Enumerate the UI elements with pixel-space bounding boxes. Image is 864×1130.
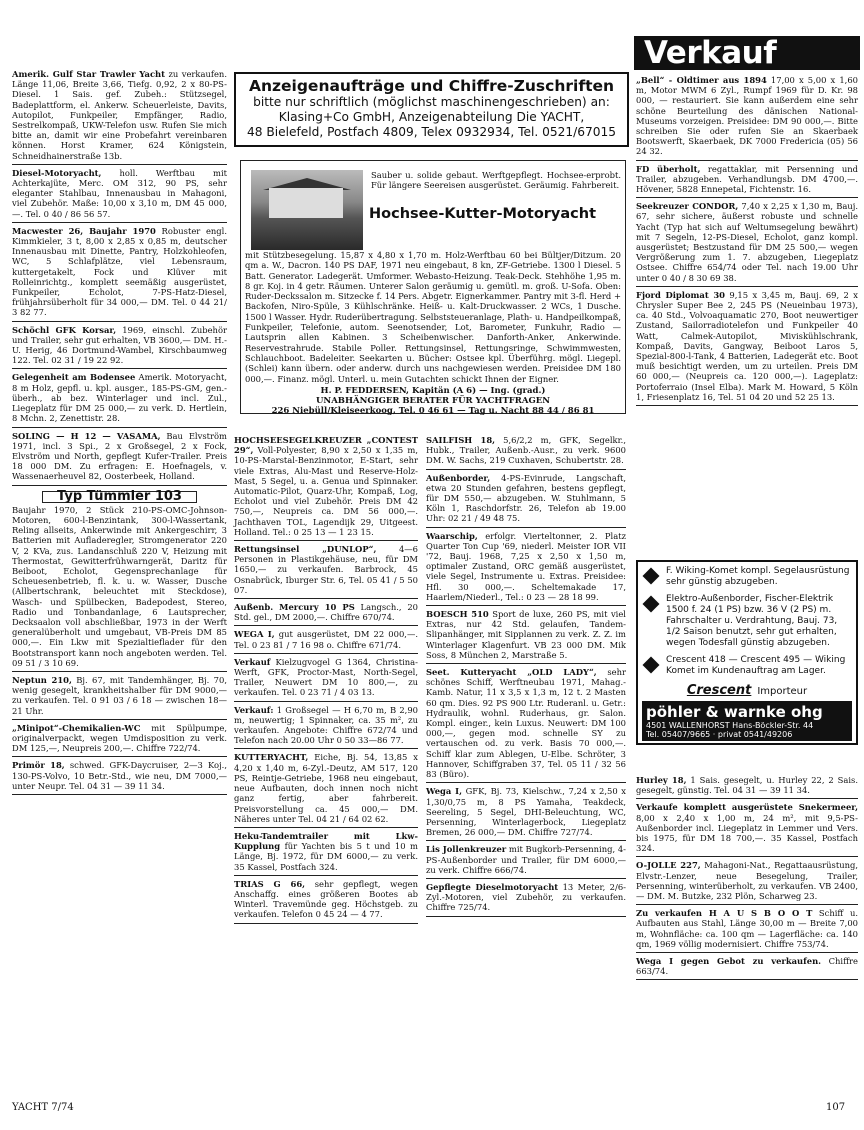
classified-ad <box>12 757 227 795</box>
feature-top <box>245 164 621 250</box>
ad-body: Sport de luxe, 260 PS, mit viel Extras, nur 42 Std. gelaufen, Tandem-Slipanhänger, mit Sipplannen zu verk. Z. Z. im Winterlager Klagenfurt. VB 23 000 DM. Mik Soss, 8 München 2, Marstraße 5. <box>426 609 626 660</box>
wiking-item <box>642 566 852 588</box>
ad-body: Bj. 67, mit Tandemhänger, Bj. 70, wenig gesegelt, krankheitshalber für DM 9000,— zu verkaufen. Tel. 0 91 03 / 6 18 — zwischen 18—21 Uhr. <box>12 674 227 716</box>
ad-headline: KUTTERYACHT, <box>234 752 309 763</box>
classified-ad <box>636 905 858 953</box>
classified-ad <box>234 876 418 924</box>
ad-body: sehr schönes Schiff, Werftneubau 1971, Mahag.-Kamb. Natur, 11 x 3,5 x 1,3 m, 12 t. 2 Masten 60 qm. Dies. 92 PS 900 Ltr. Ruderanl. u. Getr.: Hydraulik, wohnl. Ruderhaus, gr. Salon. Kompl. einger., kein Luxus. Neuwert: DM 100 000,—, gegen mod. schnelle SY zu vertauschen od. zu verk. Basis 70 000,—. Schiff klar zum Ablegen, U-Elbe. Schröter, 3 Hannover, Schiffgraben 37, Tel. 05 11 / 32 56 83 (Büro). <box>426 667 626 780</box>
ad-body: Amerik. Motoryacht, 8 m Holz, gepfl. u. kpl. ausger., 185-PS-GM, gen.-überh., ab bez. Winterlager und incl. Zul., Liegeplatz für DM 25 000,— zu verk. D. Hertlein, 8 Mchn. 2, Zenettistr. 28. <box>12 372 227 424</box>
classified-ad <box>636 287 858 406</box>
column-3 <box>426 432 626 917</box>
wiking-text: F. Wiking-Komet kompl. Segelausrüstung sehr günstig abzugeben. <box>666 566 850 587</box>
ad-headline: Fjord Diplomat 30 <box>636 289 726 300</box>
column-1 <box>12 66 227 795</box>
poehler-logo <box>642 701 852 741</box>
ad-boxed-title: Typ Tümmler 103 <box>42 491 197 503</box>
classified-ad <box>636 799 858 857</box>
ad-body: mit Bugkorb-Persenning, 4-PS-Außenborder und Trailer, für DM 6000,— zu verk. Chiffre 666/74. <box>426 844 626 875</box>
ad-headline: Lis Jollenkreuzer <box>426 844 507 855</box>
classified-ad <box>234 599 418 626</box>
ad-headline: BOESCH 510 <box>426 609 489 620</box>
classified-ad <box>234 541 418 599</box>
ad-headline: Rettungsinsel „DUNLOP“, <box>234 544 377 555</box>
ad-headline: SOLING — H 12 — VASAMA, <box>12 430 161 441</box>
ad-body: erfolgr. Vierteltonner, 2. Platz Quarter Ton Cup '69, niederl. Meister IOR VII '72, Bauj. 1968, 7,25 x 2,50 x 1,50 m, optimaler Zustand, ORC gemäß ausgerüstet, viele Segel, Instrumente u. Extras. Preisidee: Hfl. 30 000,—. Scheltemakade 17, Haarlem/Niederl., Tel.: 0 23 — 28 18 99. <box>426 530 626 602</box>
ad-body: 4-PS-Evinrude, Langschaft, etwa 20 Stunden gefahren, bestens gepflegt, für DM 550,— abzugeben. W. Stuhlmann, 5 Köln 1, Raschdorfstr. 26, Telefon ab 19.00 Uhr: 02 21 / 49 48 75. <box>426 472 626 524</box>
classified-ad <box>12 223 227 322</box>
ad-headline: Primör 18, <box>12 760 65 771</box>
classified-ad <box>12 720 227 758</box>
classified-ad <box>12 66 227 165</box>
ad-headline: Außenborder, <box>426 472 491 483</box>
importeur-label: Importeur <box>757 686 808 697</box>
ad-headline: Gepflegte Dieselmotoryacht <box>426 881 559 892</box>
wiking-item <box>642 655 852 677</box>
classified-ad <box>234 432 418 541</box>
ad-body: Mahagoni-Nat., Regattaausrüstung, Elvstr.-Lenzer, neue Besegelung, Trailer, Persenning, winterüberholt, zu verkaufen. VB 2400,— DM. M. Butzke, 232 Plön, Scharweg 23. <box>636 860 859 902</box>
ad-body: 9,15 x 3,45 m, Bauj. 69, 2 x Chrysler Super Bee 2, 245 PS (Neueinbau 1973), ca. 40 Std., Volvoaquamatic 270, Boot neuwertiger Zustand, Sailorradiotelefon und Funkpeiler 40 Watt, Calmek-Autopilot, Miviskühlschrank, Kompaß, Davits, Gangway, Beiboot Laros 5, Spezial-800-l-Tank, 4 Batterien, Ladegerät etc. Boot muß besichtigt werden, um zu urteilen. Preis DM 60 000,— (Neupreis ca. 120 000,—). Lageplatz: Portoferraio (Insel Elba). Mark M. Howard, 5 Köln 1, Friesenplatz 16, Tel. 51 04 20 und 52 25 13. <box>636 289 858 402</box>
feature-signature: H. P. FEDDERSEN, Kapitän (A 6) — Ing. (grad.) <box>320 385 546 396</box>
classified-ad <box>426 606 626 664</box>
ad-body: 5,6/2,2 m, GFK, Segelkr., Hubk., Trailer, Außenb.-Ausr., zu verk. 9600 DM. W. Sachs, 219 Cuxhaven, Schubertstr. 28. <box>426 435 626 466</box>
diamond-icon <box>643 568 660 585</box>
feature-intro: Sauber u. solide gebaut. Werftgepflegt. Hochsee-erprobt. Für längere Seereisen ausgerüstet. Geräumig. Fahrbereit. <box>371 170 621 191</box>
ad-headline: Diesel-Motoryacht, <box>12 167 102 178</box>
ad-headline: Außenb. Mercury 10 PS <box>234 602 355 613</box>
classified-ad <box>426 470 626 528</box>
classified-ad <box>426 664 626 783</box>
classified-ad <box>12 428 227 486</box>
ad-body: zu verkaufen. Länge 11,06, Breite 3,66, Tiefg. 0,92, 2 x 80-PS-Diesel. 1 Sais. gef. Zubeh.: Stützsegel, Badeplattform, el. Ankerw. Scheuerleiste, Davits, Autopilot, Funkpeiler, Empfänger, Radio, Sestrelkompaß, UKW-Telefon usw. Rufen Sie mich bitte an, damit wir eine Probefahrt vereinbaren können. Horst Kramer, 624 Königstein, Schneidhainerstraße 13b. <box>12 69 227 161</box>
ad-body: 1 Großsegel — H 6,70 m, B 2,90 m, neuwertig; 1 Spinnaker, ca. 35 m², zu verkaufen. Angebote: Chiffre 672/74 und Telefon nach 20.00 Uhr 0 50 33—86 77. <box>234 704 418 746</box>
ad-body: 8,00 x 2,40 x 1,00 m, 24 m², mit 9,5-PS-Außenborder incl. Liegeplatz in Lemmer und Vers. bis 1975, für DM 18 700,—. 35 Kassel, Postfach 324. <box>636 812 858 854</box>
classified-ad <box>234 626 418 653</box>
diamond-icon <box>643 596 660 613</box>
ad-orders-title: Anzeigenaufträge und Chiffre-Zuschriften <box>248 77 615 95</box>
crescent-logo: Crescent <box>686 683 752 698</box>
poehler-address: 4501 WALLENHORST Hans-Böckler-Str. 44 <box>646 721 814 730</box>
ad-body: 1969, einschl. Zubehör und Trailer, sehr gut erhalten, VB 3600,— DM. H.-U. Herig, 46 Dortmund-Wambel, Kirschbaumweg 122. Tel. 02 31 / 19 22 92. <box>12 324 227 366</box>
ad-body: 13 Meter, 2/6-Zyl.-Motoren, viel Zubehör, zu verkaufen. Chiffre 725/74. <box>426 881 626 913</box>
ad-body: Voll-Polyester, 8,90 x 2,50 x 1,35 m, 10-PS-Marstal-Benzinmotor, E-Start, sehr viele Extras, Alu-Mast und Reserve-Holz-Mast, 5 Segel, u. a. Genua und Spinnaker. Automatic-Pilot, Quarz-Uhr, Kompaß, Log, Echolot und viel Zubehör. Preis DM 42 750,—, Neupreis ca. DM 56 000,—. Jachthaven TOL, Lagendijk 29, Uitgeest. Holland. Tel.: 0 25 13 — 1 23 15. <box>234 445 418 537</box>
ad-body: Langsch., 20 Std. gel., DM 2000,—. Chiffre 670/74. <box>234 602 418 623</box>
classified-ad <box>426 432 626 470</box>
classified-ad <box>234 749 418 827</box>
feature-headline: Hochsee-Kutter-Motoryacht <box>369 206 597 222</box>
ad-body: schwed. GFK-Daycruiser, 2—3 Koj., 130-PS-Volvo, 10 Betr.-Std., wie neu, DM 7000,— unter Neupr. Tel. 04 31 — 39 11 34. <box>12 760 227 791</box>
footer-issue: YACHT 7/74 <box>12 1102 74 1113</box>
ad-body: Kielzugvogel G 1364, Christina-Werft, GFK, Proctor-Mast, North-Segel, Trailer, Neuwert DM 10 800,—, zu verkaufen. Tel. 0 23 71 / 4 03 13. <box>234 656 418 698</box>
ad-headline: O-JOLLE 227, <box>636 860 701 871</box>
ad-headline: Verkauf: <box>234 704 274 715</box>
ad-headline: SAILFISH 18, <box>426 435 496 445</box>
ad-headline: „Bell“ - Oldtimer aus 1894 <box>636 75 767 85</box>
classified-ad <box>12 322 227 370</box>
wiking-text: Elektro-Außenborder, Fischer-Elektrik 1500 f. 24 (1 PS) bzw. 36 V (2 PS) m. Fahrschalter u. Verdrahtung, Bauj. 73, 1/2 Saison benutzt, sehr gut erhalten, wegen Todesfall günstig abzugeben. <box>666 594 838 648</box>
diamond-icon <box>643 657 660 674</box>
crescent-line <box>642 683 852 698</box>
ad-orders-line: bitte nur schriftlich (möglichst maschinengeschrieben) an: <box>253 95 610 109</box>
ad-body: Bau Elvström 1971, incl. 3 Spi., 2 x Großsegel, 2 x Fock, Elvström und North, gepflegt Kufer-Trailer. Preis 18 000 DM. Zu erfragen: E. Hoefnagels, v. Wassenaerheuvel 82, Oosterbeek, Holland. <box>12 430 227 482</box>
wiking-text: Crescent 418 — Crescent 495 — Wiking Komet im Kundenauftrag am Lager. <box>666 655 846 676</box>
poehler-phone: Tel. 05407/9665 · privat 0541/49206 <box>646 730 793 739</box>
ad-body: gut ausgerüstet, DM 22 000,—. Tel. 0 23 81 / 7 16 98 o. Chiffre 671/74. <box>234 629 418 650</box>
ad-headline: Wega I, <box>426 786 462 797</box>
wiking-item <box>642 594 852 649</box>
classified-ad <box>636 198 858 287</box>
wiking-box <box>636 560 858 745</box>
feature-body: mit Stützbesegelung. 15,87 x 4,80 x 1,70 m. Holz-Werftbau 60 bei Bültjer/Ditzum. 20 qm a. W., Dacron. 140 PS DAF, 1971 neu eingebaut, 8 kn, ZF-Getriebe. 1300 l Diesel. 5 Batt. Generator. Ladegerät. Umformer. Webasto-Heizung. Teak-Deck. Stehhöhe 1,95 m. 8 gr. Koj. in 4 getr. Räumen. Unterer Salon geräumig u. gemütl. m. groß. U-Sofa. Oben: Ruder-Deckssalon m. Sitzecke f. 14 Pers. Abgetr. Eignerkammer. Pantry mit 3-fl. Herd + Backofen, Niro-Spüle, 3 Kühlschränke. Heiß- u. Kalt-Druckwasser. 2 WCs, 1 Dusche. 1500 l Wasser. Hydr. Ruderübertragung. Selbststeueranlage, Plath- u. Handpeilkompaß, Funkpeiler, Telefonie, autom. Seenotsender, Lot, Barometer, Funkuhr, Radio — Lautsprin allen Kabinen. 3 Scheibenwischer. Danforth-Anker, Ankerwinde. Reservestrahrude. Stabile Poller. Rettungsinsel, Rettungsringe, Schwimmwesten, Schlauchboot. Badeleiter. Seekarten u. Bücher: Ostsee kpl. Überführg. mögl. Liegepl. (Schlei) kann übern. oder anderw. durch uns nachgewiesen werden. Preisidee DM 180 000,—. Finanz. mögl. Unterl. u. mein Gutachten schickt Ihnen der Eigner. <box>245 250 621 384</box>
ad-headline: Waarschip, <box>426 530 478 541</box>
ad-headline: HOCHSEESEGELKREUZER „CONTEST 29“, <box>234 435 418 456</box>
ad-body: 17,00 x 5,00 x 1,60 m, Motor MWM 6 Zyl., Rumpf 1969 für D. Kr. 98 000, — restauriert. Sie kann außerdem eine sehr schöne Beurteilung des dänischen National-Museums vorzeigen. Preisidee: DM 90 000,—. Bitte schreiben Sie oder rufen Sie an Skaerbaek Bootswerft, Skaerbaek, DK 7000 Fredericia (05) 56 24 32. <box>636 75 859 157</box>
ad-body: 4—6 Personen in Plastikgehäuse, neu, für DM 1650,— zu verkaufen. Barbrock, 45 Osnabrück, Iburger Str. 6, Tel. 05 41 / 5 50 07. <box>234 544 418 595</box>
ad-headline: Amerik. Gulf Star Trawler Yacht <box>12 69 166 79</box>
wiking-ad <box>636 560 858 745</box>
ad-body: mit Spülpumpe, originalverpackt, wegen Umdisposition zu verk. DM 125,—, Neupreis 200,—. Chiffre 722/74. <box>12 722 227 754</box>
ad-body: regattaklar, mit Persenning und Trailer, abzugeben. Verhandlungsb. DM 4700,—. Hövener, 5828 Ennepetal, Fichtenstr. 16. <box>636 163 858 195</box>
ad-body: Chiffre 663/74. <box>636 956 858 977</box>
feature-signature: UNABHÄNGIGER BERATER FÜR YACHTFRAGEN <box>316 395 550 406</box>
ad-body: Baujahr 1970, 2 Stück 210-PS-OMC-Johnson-Motoren, 600-l-Benzintank, 300-l-Wassertank, Reling allseits, Ankerwinde mit Ankergeschirr, 3 Batterien mit Aufladeregler, Stromgenerator 220 V, 2 KVa, zus. Landanschluß 220 V, Heizung mit Thermostat, Gewitterfrühwarngerät, Daritz für Beiboot, Echolot, Gegensprechanlage für Scheuesenbetrieb, fl. k. u. w. Wasser, Dusche (Allbertschrank, beleuchtet mit Steckdose), Wasch- und Spülbecken, Badepodest, Stereo, Radio und Tonbandanlage, 6 Lautsprecher, Decksaalon voll abschließbar, 1973 in der Werft generalüberholt und umgebaut, VB-Preis DM 85 000,—. Ein Lkw mit Spezialtieflader für den Bootstransport kann noch angeboten werden. Tel. 09 51 / 3 10 69. <box>12 504 227 668</box>
ad-headline: Zu verkaufen H A U S B O O T <box>636 908 813 919</box>
ad-headline: Seekreuzer CONDOR, <box>636 201 739 212</box>
classified-ad <box>426 783 626 841</box>
ad-body: sehr gepflegt, wegen Anschaffg. eines größeren Bootes ab Winterl. Travemünde geg. Höchstgeb. zu verkaufen. Telefon 0 45 24 — 4 77. <box>234 878 418 920</box>
ad-headline: Verkauf <box>234 656 271 667</box>
ad-headline: Neptun 210, <box>12 674 72 685</box>
poehler-name: pöhler & warnke ohg <box>646 703 823 721</box>
classified-ad <box>12 369 227 427</box>
ad-body: für Yachten bis 5 t und 10 m Länge, Bj. 1972, für DM 6000,— zu verk. 35 Kassel, Postfach 324. <box>234 841 418 872</box>
ad-headline: Heku-Tandemtrailer mit Lkw-Kupplung <box>234 830 418 852</box>
classified-ad <box>636 72 858 161</box>
feature-signature: 226 Niebüll/Kleiseerkoog, Tel. 0 46 61 — Tag u. Nacht 88 44 / 86 81 <box>271 405 595 416</box>
ad-body: GFK, Bj. 73, Kielschw., 7,24 x 2,50 x 1,30/0,75 m, 8 PS Yamaha, Teakdeck, Seereling, 5 Segel, DHI-Beleuchtung, WC, Persenning, Winterlagerbock, Liegeplatz Bremen, 26 000,— DM. Chiffre 727/74. <box>426 786 626 838</box>
ad-headline: Hurley 18, <box>636 775 687 785</box>
classified-ad <box>12 165 227 223</box>
ad-headline: Schöchl GFK Korsar, <box>12 324 117 335</box>
ad-body: Schiff u. Aufbauten aus Stahl, Länge 30,00 m — Breite 7,00 m, Wohnfläche: ca. 100 qm — Lagerfläche: ca. 140 qm, 1969 völlig modernisiert. Chiffre 753/74. <box>636 908 858 949</box>
yacht-photo <box>251 170 363 250</box>
ad-headline: FD überholt, <box>636 163 701 174</box>
classified-ad <box>12 672 227 720</box>
classified-ad <box>234 654 418 702</box>
page-number: 107 <box>826 1102 846 1113</box>
classified-ad <box>636 953 858 980</box>
ad-orders-box <box>234 72 629 147</box>
ad-body: 1 Sais. gesegelt, u. Hurley 22, 2 Sais. gesegelt, günstig. Tel. 04 31 — 39 11 34. <box>636 775 858 796</box>
ad-headline: Verkaufe komplett ausgerüstete Snekermeer, <box>636 802 858 813</box>
feature-ad <box>240 160 626 414</box>
classified-ad <box>636 857 858 905</box>
ad-body: Robuster engl. Kimmkieler, 3 t, 8,00 x 2,85 x 0,85 m, deutscher Innenausbau mit Dinette, Pantry, Holzkohleofen, WC, 5 Schlafplätze, viel Lebensraum, kuttergetakelt, Fock und Klüver mit Rolleinrichtg., komplett seemäßig ausgerüstet, Funkpeiler, Echolot, 7-PS-Hatz-Diesel, frühjahrsüberholt für 34 000,— DM. Tel. 0 44 21/ 3 82 77. <box>12 225 227 318</box>
classified-ad <box>426 841 626 879</box>
ad-headline: Gelegenheit am Bodensee <box>12 372 136 383</box>
classified-ad <box>426 528 626 606</box>
column-4-bottom <box>636 772 858 980</box>
ad-orders-line: Klasing+Co GmbH, Anzeigenabteilung Die YACHT, <box>278 110 585 124</box>
classified-ad <box>636 772 858 799</box>
ad-orders-line: 48 Bielefeld, Postfach 4809, Telex 0932934, Tel. 0521/67015 <box>246 125 617 139</box>
ad-headline: „Minipot“-Chemikalien-WC <box>12 722 141 733</box>
ad-headline: Seet. Kutteryacht „OLD LADY“, <box>426 667 597 678</box>
section-banner: Verkauf <box>634 36 860 70</box>
classified-ad <box>234 828 418 876</box>
ad-headline: TRIAS G 66, <box>234 878 306 889</box>
column-4-top <box>636 72 858 406</box>
classified-ad <box>12 486 227 672</box>
classified-ad <box>636 161 858 199</box>
ad-headline: WEGA I, <box>234 629 275 640</box>
ad-headline: Macwester 26, Baujahr 1970 <box>12 225 156 236</box>
classified-ad <box>234 702 418 750</box>
ad-body: 7,40 x 2,25 x 1,30 m, Bauj. 67, sehr sichere, äußerst robuste und schnelle Yacht (Typ hat sich auf Weltumsegelung bewährt) mit 7 Segeln, 12-PS-Diesel, Echolot, ganz kompl. ausgerüstet; Bestzustand für DM 25 500,— wegen Vergrößerung zum 1. 7. abzugeben, Liegeplatz Ostsee. Chiffre 654/74 oder Tel. nach 19.00 Uhr unter 0 40 / 8 30 69 38. <box>636 201 858 283</box>
ad-body: Eiche, Bj. 54, 13,85 x 4,20 x 1,40 m, 6-Zyl.-Deutz, AM 517, 120 PS, Reintje-Getriebe, 1968 neu eingebaut, neue Aufbauten, doch innen noch nicht ganz fertig, aber fahrbereit. Preisvorstellung ca. 45 000,— DM. Näheres unter Tel. 04 21 / 64 02 62. <box>234 752 418 824</box>
ad-body: holl. Werftbau mit Achterkajüte, Merc. OM 312, 90 PS, sehr eleganter Stahlbau, Innenausbau in Mahagoni, viel Zubehör. Maße: 10,00 x 3,10 m, DM 45 000,—. Tel. 0 40 / 86 56 57. <box>12 167 227 219</box>
ad-headline: Wega I gegen Gebot zu verkaufen. <box>636 956 822 967</box>
classified-ad <box>426 879 626 917</box>
column-2 <box>234 432 418 924</box>
